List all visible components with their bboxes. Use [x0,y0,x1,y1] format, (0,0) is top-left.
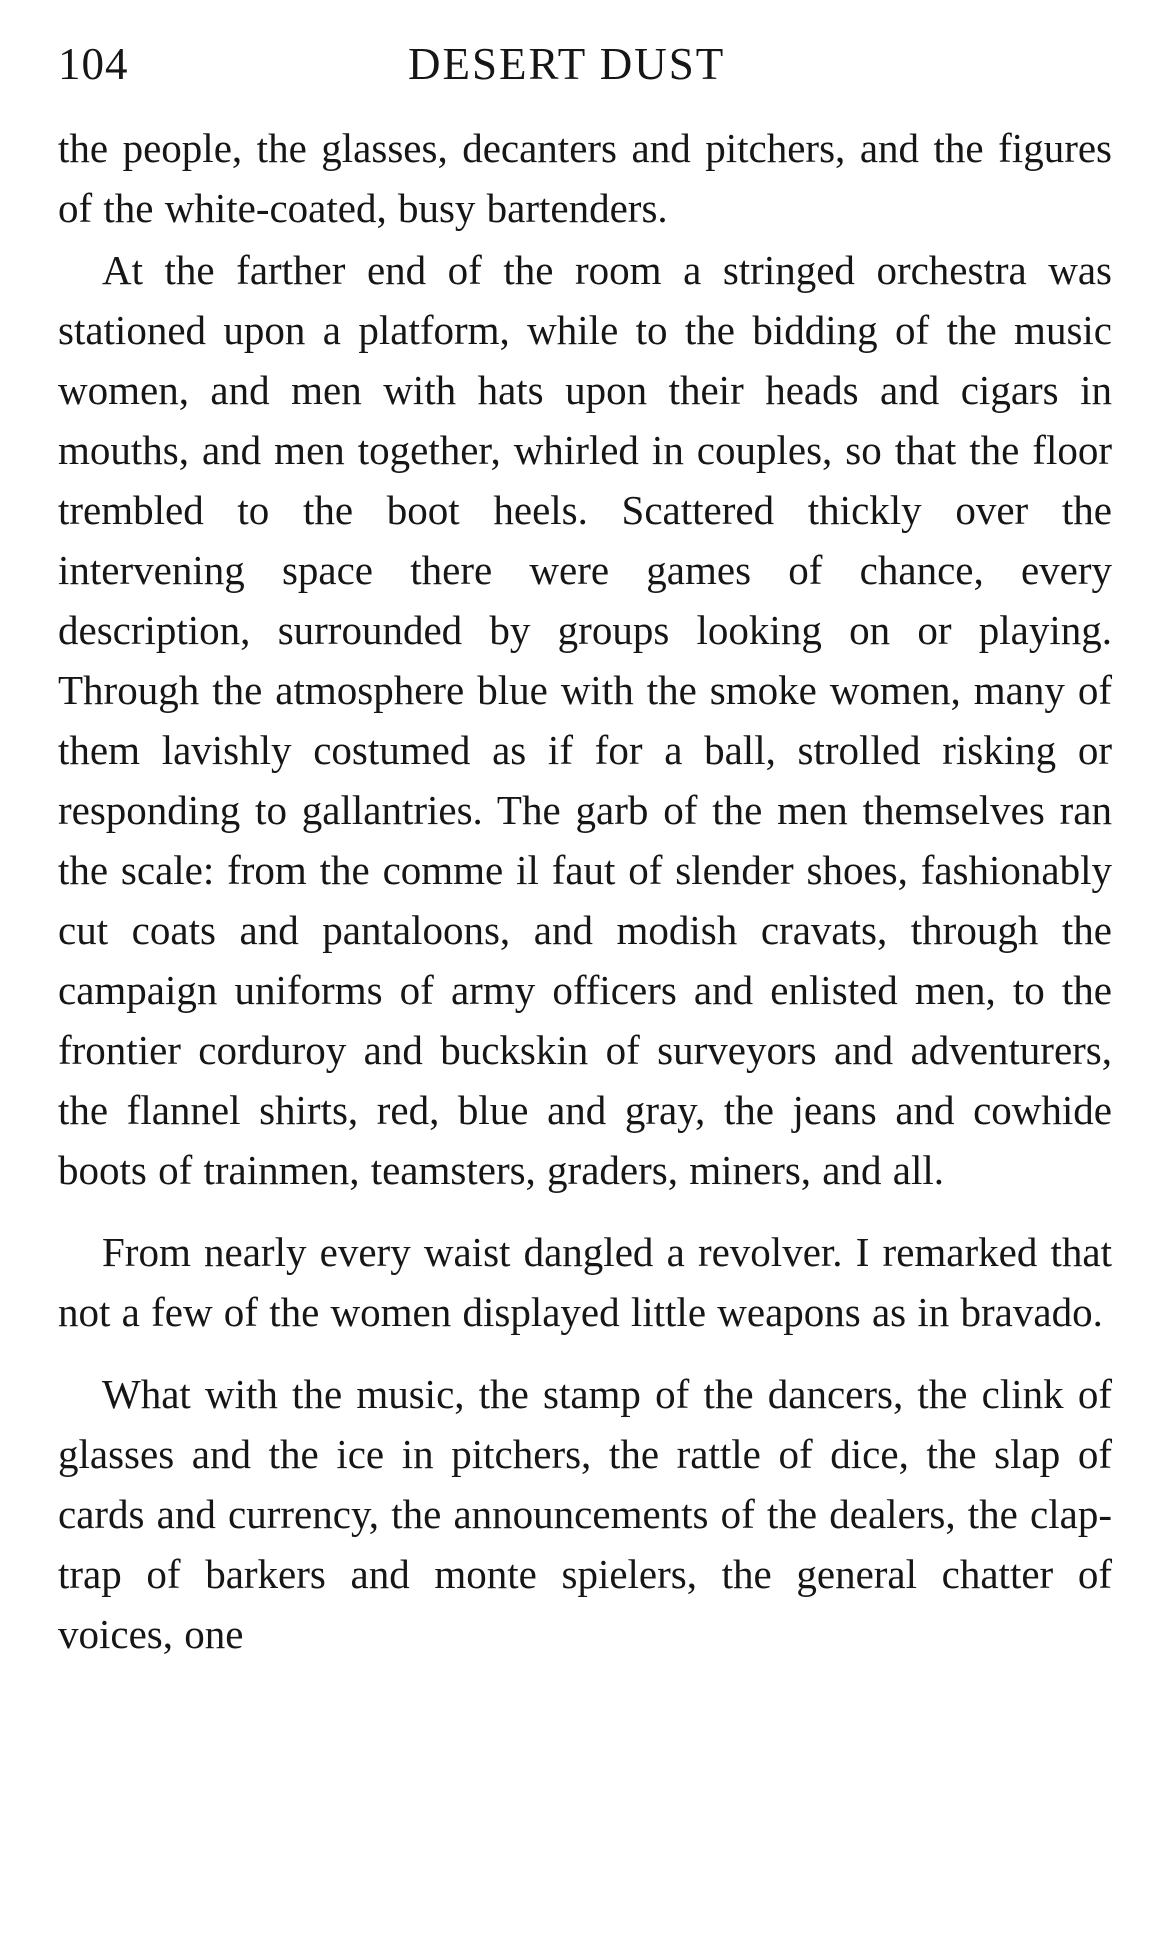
paragraph-continuation: the people, the glasses, decanters and pitchers, and the figures of the white-coated, busy bartenders. [58,125,1112,231]
paragraph-orchestra-scene: At the farther end of the room a stringed orchestra was stationed upon a platform, while to the bidding of the music women, and men with hats upon their heads and cigars in mouths, and men together, whirled in couples, so that the floor trembled to the boot heels. Scattered thickly over the intervening space there were games of chance, every description, surrounded by groups looking on or playing. Through the atmosphere blue with the smoke women, many of them lavishly costumed as if for a ball, strolled risking or responding to gallantries. The garb of the men themselves ran the scale: from the comme il faut of slender shoes, fashionably cut coats and pantaloons, and modish cravats, through the campaign uniforms of army officers and enlisted men, to the frontier corduroy and buckskin of surveyors and adventurers, the flannel shirts, red, blue and gray, the jeans and cowhide boots of trainmen, teamsters, graders, miners, and all. [58,247,1112,1193]
paragraph-revolvers: From nearly every waist dangled a revolver. I remarked that not a few of the women displayed little weapons as in bravado. [58,1229,1112,1335]
running-head [58,34,1112,94]
paragraph-noise: What with the music, the stamp of the dancers, the clink of glasses and the ice in pitchers, the rattle of dice, the slap of cards and currency, the announcements of the dealers, the clap-trap of barkers and monte spielers, the general chatter of voices, one [58,1371,1112,1657]
running-title: DESERT DUST [408,39,726,89]
body-text [58,118,1112,1664]
page-number: 104 [58,39,129,89]
